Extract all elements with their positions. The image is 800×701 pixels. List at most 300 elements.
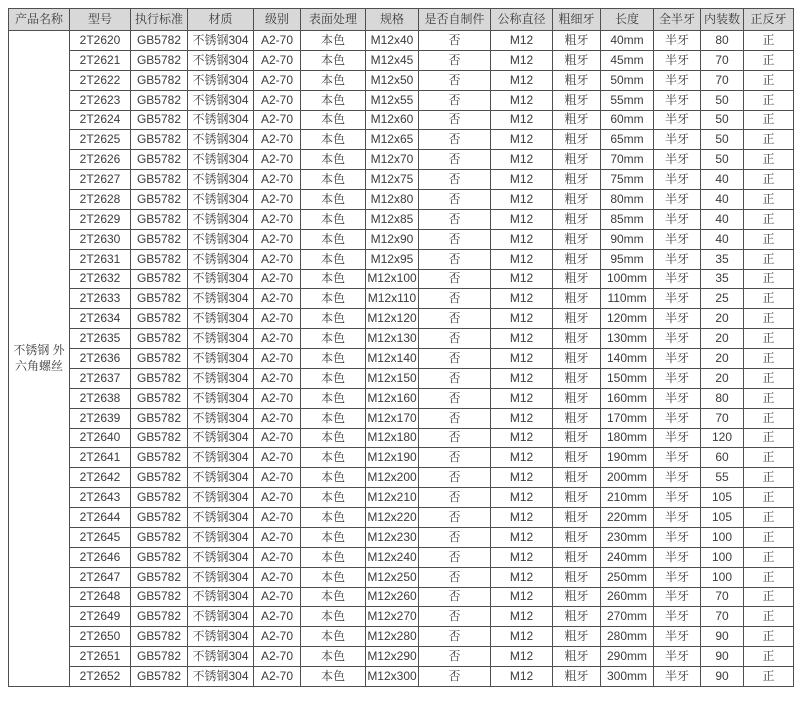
table-cell: 160mm — [601, 388, 654, 408]
table-cell: 70 — [701, 50, 744, 70]
table-cell: A2-70 — [254, 428, 301, 448]
table-cell: M12 — [491, 70, 553, 90]
table-cell: 粗牙 — [553, 70, 601, 90]
table-cell: GB5782 — [131, 567, 188, 587]
table-cell: 本色 — [301, 289, 366, 309]
table-cell: 35 — [701, 249, 744, 269]
table-cell: 正 — [744, 547, 794, 567]
table-cell: A2-70 — [254, 50, 301, 70]
table-cell: 正 — [744, 468, 794, 488]
table-cell: 90 — [701, 667, 744, 687]
table-cell: 否 — [419, 110, 491, 130]
table-cell: 半牙 — [654, 70, 701, 90]
table-cell: 本色 — [301, 329, 366, 349]
table-row — [9, 150, 794, 170]
table-cell: GB5782 — [131, 130, 188, 150]
table-cell: 正 — [744, 150, 794, 170]
table-cell: 20 — [701, 368, 744, 388]
table-cell: 粗牙 — [553, 508, 601, 528]
table-cell: 粗牙 — [553, 110, 601, 130]
table-cell: GB5782 — [131, 667, 188, 687]
table-cell: 半牙 — [654, 229, 701, 249]
table-cell: 40 — [701, 229, 744, 249]
table-cell: A2-70 — [254, 627, 301, 647]
table-cell: 不锈钢304 — [188, 408, 254, 428]
table-cell: M12x250 — [366, 567, 419, 587]
product-name-cell: 不锈钢 外六角螺丝 — [9, 31, 70, 687]
table-cell: 2T2650 — [70, 627, 131, 647]
table-cell: 否 — [419, 70, 491, 90]
table-cell: 正 — [744, 190, 794, 210]
table-cell: A2-70 — [254, 587, 301, 607]
table-cell: 否 — [419, 567, 491, 587]
table-cell: 2T2637 — [70, 368, 131, 388]
table-cell: 130mm — [601, 329, 654, 349]
column-header: 产品名称 — [9, 9, 70, 31]
table-row — [9, 627, 794, 647]
table-cell: 80 — [701, 31, 744, 51]
table-cell: 不锈钢304 — [188, 229, 254, 249]
table-cell: 否 — [419, 249, 491, 269]
table-row — [9, 209, 794, 229]
table-cell: 否 — [419, 647, 491, 667]
table-cell: M12x130 — [366, 329, 419, 349]
table-cell: 本色 — [301, 647, 366, 667]
table-cell: M12 — [491, 289, 553, 309]
table-cell: 粗牙 — [553, 269, 601, 289]
table-cell: 45mm — [601, 50, 654, 70]
table-cell: 本色 — [301, 527, 366, 547]
table-cell: 粗牙 — [553, 448, 601, 468]
table-row — [9, 567, 794, 587]
table-cell: 2T2626 — [70, 150, 131, 170]
table-cell: 270mm — [601, 607, 654, 627]
table-row — [9, 190, 794, 210]
table-cell: 本色 — [301, 170, 366, 190]
table-cell: 否 — [419, 309, 491, 329]
table-cell: 半牙 — [654, 289, 701, 309]
table-cell: 210mm — [601, 488, 654, 508]
table-cell: M12 — [491, 229, 553, 249]
table-cell: M12 — [491, 209, 553, 229]
product-spec-table — [8, 8, 794, 687]
table-cell: 2T2631 — [70, 249, 131, 269]
table-cell: 否 — [419, 368, 491, 388]
table-cell: M12x140 — [366, 349, 419, 369]
table-cell: 2T2629 — [70, 209, 131, 229]
table-cell: 粗牙 — [553, 388, 601, 408]
table-cell: 否 — [419, 627, 491, 647]
table-cell: 120mm — [601, 309, 654, 329]
column-header: 粗细牙 — [553, 9, 601, 31]
table-cell: M12 — [491, 110, 553, 130]
table-cell: A2-70 — [254, 249, 301, 269]
table-cell: M12 — [491, 130, 553, 150]
table-cell: 本色 — [301, 368, 366, 388]
table-cell: A2-70 — [254, 110, 301, 130]
table-cell: 180mm — [601, 428, 654, 448]
table-cell: 粗牙 — [553, 209, 601, 229]
column-header: 是否自制件 — [419, 9, 491, 31]
table-cell: 本色 — [301, 50, 366, 70]
table-cell: 40 — [701, 170, 744, 190]
table-cell: 半牙 — [654, 190, 701, 210]
table-cell: 半牙 — [654, 488, 701, 508]
table-cell: 不锈钢304 — [188, 70, 254, 90]
table-cell: 2T2632 — [70, 269, 131, 289]
table-row — [9, 587, 794, 607]
table-cell: 2T2627 — [70, 170, 131, 190]
table-row — [9, 647, 794, 667]
table-cell: M12x60 — [366, 110, 419, 130]
table-cell: M12 — [491, 349, 553, 369]
table-cell: 70 — [701, 70, 744, 90]
table-cell: 粗牙 — [553, 289, 601, 309]
table-cell: 半牙 — [654, 50, 701, 70]
table-cell: 不锈钢304 — [188, 31, 254, 51]
table-cell: 否 — [419, 468, 491, 488]
table-cell: 粗牙 — [553, 667, 601, 687]
table-cell: 粗牙 — [553, 50, 601, 70]
table-cell: 40mm — [601, 31, 654, 51]
table-cell: 2T2652 — [70, 667, 131, 687]
table-cell: 半牙 — [654, 647, 701, 667]
table-cell: 不锈钢304 — [188, 289, 254, 309]
table-row — [9, 229, 794, 249]
table-cell: A2-70 — [254, 209, 301, 229]
table-cell: A2-70 — [254, 229, 301, 249]
table-cell: A2-70 — [254, 329, 301, 349]
table-cell: M12 — [491, 190, 553, 210]
table-cell: GB5782 — [131, 607, 188, 627]
table-cell: M12 — [491, 647, 553, 667]
table-cell: 否 — [419, 527, 491, 547]
table-cell: M12 — [491, 587, 553, 607]
table-row — [9, 408, 794, 428]
table-cell: 本色 — [301, 130, 366, 150]
table-cell: M12x45 — [366, 50, 419, 70]
table-cell: 不锈钢304 — [188, 488, 254, 508]
table-cell: 70 — [701, 607, 744, 627]
table-cell: M12 — [491, 249, 553, 269]
table-cell: 本色 — [301, 209, 366, 229]
table-cell: 正 — [744, 309, 794, 329]
table-cell: 65mm — [601, 130, 654, 150]
table-cell: 本色 — [301, 587, 366, 607]
table-cell: A2-70 — [254, 468, 301, 488]
table-cell: M12 — [491, 667, 553, 687]
table-cell: M12x80 — [366, 190, 419, 210]
table-cell: GB5782 — [131, 289, 188, 309]
table-cell: 本色 — [301, 468, 366, 488]
table-cell: 半牙 — [654, 130, 701, 150]
table-cell: 半牙 — [654, 150, 701, 170]
table-cell: 不锈钢304 — [188, 567, 254, 587]
table-cell: 95mm — [601, 249, 654, 269]
table-cell: 230mm — [601, 527, 654, 547]
table-cell: 不锈钢304 — [188, 90, 254, 110]
table-cell: 不锈钢304 — [188, 428, 254, 448]
table-cell: 2T2639 — [70, 408, 131, 428]
table-cell: 半牙 — [654, 567, 701, 587]
table-cell: M12x160 — [366, 388, 419, 408]
table-cell: 粗牙 — [553, 607, 601, 627]
table-cell: 正 — [744, 567, 794, 587]
table-cell: 60mm — [601, 110, 654, 130]
table-cell: 不锈钢304 — [188, 547, 254, 567]
table-cell: 粗牙 — [553, 488, 601, 508]
table-cell: 半牙 — [654, 269, 701, 289]
table-cell: GB5782 — [131, 31, 188, 51]
table-cell: GB5782 — [131, 428, 188, 448]
table-cell: A2-70 — [254, 508, 301, 528]
table-cell: M12 — [491, 428, 553, 448]
table-row — [9, 508, 794, 528]
table-cell: GB5782 — [131, 508, 188, 528]
table-cell: M12 — [491, 368, 553, 388]
table-cell: 粗牙 — [553, 468, 601, 488]
column-header: 型号 — [70, 9, 131, 31]
table-cell: 不锈钢304 — [188, 50, 254, 70]
table-cell: M12 — [491, 488, 553, 508]
table-cell: 否 — [419, 547, 491, 567]
table-cell: 190mm — [601, 448, 654, 468]
table-row — [9, 349, 794, 369]
table-cell: M12 — [491, 448, 553, 468]
table-row — [9, 368, 794, 388]
table-cell: 正 — [744, 647, 794, 667]
table-cell: 2T2646 — [70, 547, 131, 567]
table-cell: 正 — [744, 50, 794, 70]
table-cell: 正 — [744, 249, 794, 269]
table-cell: 半牙 — [654, 110, 701, 130]
table-cell: M12x280 — [366, 627, 419, 647]
table-cell: A2-70 — [254, 289, 301, 309]
table-cell: 本色 — [301, 150, 366, 170]
table-cell: 否 — [419, 269, 491, 289]
table-cell: M12x300 — [366, 667, 419, 687]
table-cell: 170mm — [601, 408, 654, 428]
table-cell: A2-70 — [254, 647, 301, 667]
table-cell: 否 — [419, 150, 491, 170]
table-cell: 2T2634 — [70, 309, 131, 329]
table-cell: GB5782 — [131, 249, 188, 269]
table-cell: A2-70 — [254, 607, 301, 627]
table-cell: 120 — [701, 428, 744, 448]
table-cell: 70 — [701, 408, 744, 428]
table-cell: 本色 — [301, 90, 366, 110]
table-cell: 半牙 — [654, 388, 701, 408]
table-cell: 75mm — [601, 170, 654, 190]
table-cell: 否 — [419, 667, 491, 687]
table-cell: 2T2651 — [70, 647, 131, 667]
table-cell: 否 — [419, 289, 491, 309]
table-cell: A2-70 — [254, 130, 301, 150]
table-cell: 2T2644 — [70, 508, 131, 528]
table-cell: 本色 — [301, 408, 366, 428]
column-header: 长度 — [601, 9, 654, 31]
table-cell: 70 — [701, 587, 744, 607]
table-cell: M12x170 — [366, 408, 419, 428]
header-row — [9, 9, 794, 31]
table-cell: 半牙 — [654, 31, 701, 51]
table-cell: 本色 — [301, 627, 366, 647]
table-cell: GB5782 — [131, 488, 188, 508]
table-cell: 半牙 — [654, 547, 701, 567]
table-cell: 正 — [744, 329, 794, 349]
table-cell: 正 — [744, 508, 794, 528]
table-cell: 正 — [744, 349, 794, 369]
table-cell: 否 — [419, 607, 491, 627]
table-cell: M12 — [491, 607, 553, 627]
table-cell: 粗牙 — [553, 368, 601, 388]
table-cell: 半牙 — [654, 508, 701, 528]
table-cell: 本色 — [301, 349, 366, 369]
table-cell: M12 — [491, 468, 553, 488]
table-row — [9, 110, 794, 130]
table-cell: 正 — [744, 170, 794, 190]
table-cell: M12 — [491, 388, 553, 408]
table-cell: 粗牙 — [553, 229, 601, 249]
table-cell: 粗牙 — [553, 329, 601, 349]
table-row — [9, 547, 794, 567]
table-cell: 否 — [419, 349, 491, 369]
table-cell: 不锈钢304 — [188, 508, 254, 528]
table-cell: 正 — [744, 70, 794, 90]
table-cell: GB5782 — [131, 329, 188, 349]
table-cell: 否 — [419, 508, 491, 528]
table-cell: GB5782 — [131, 647, 188, 667]
table-cell: 正 — [744, 667, 794, 687]
table-cell: 正 — [744, 368, 794, 388]
table-cell: A2-70 — [254, 408, 301, 428]
table-cell: M12x260 — [366, 587, 419, 607]
table-cell: A2-70 — [254, 667, 301, 687]
table-cell: A2-70 — [254, 448, 301, 468]
table-cell: 2T2636 — [70, 349, 131, 369]
table-row — [9, 31, 794, 51]
table-cell: 粗牙 — [553, 349, 601, 369]
table-row — [9, 70, 794, 90]
table-cell: 正 — [744, 31, 794, 51]
table-cell: M12x90 — [366, 229, 419, 249]
table-row — [9, 249, 794, 269]
table-row — [9, 50, 794, 70]
table-cell: 否 — [419, 209, 491, 229]
table-cell: 粗牙 — [553, 130, 601, 150]
table-cell: 半牙 — [654, 627, 701, 647]
column-header: 公称直径 — [491, 9, 553, 31]
table-cell: M12x230 — [366, 527, 419, 547]
table-cell: 不锈钢304 — [188, 190, 254, 210]
table-cell: A2-70 — [254, 170, 301, 190]
table-cell: M12 — [491, 31, 553, 51]
table-cell: 不锈钢304 — [188, 647, 254, 667]
table-cell: 半牙 — [654, 170, 701, 190]
table-row — [9, 428, 794, 448]
table-cell: A2-70 — [254, 547, 301, 567]
table-cell: M12x290 — [366, 647, 419, 667]
table-cell: A2-70 — [254, 31, 301, 51]
table-cell: 本色 — [301, 269, 366, 289]
table-cell: GB5782 — [131, 170, 188, 190]
table-cell: A2-70 — [254, 309, 301, 329]
table-cell: 本色 — [301, 70, 366, 90]
table-cell: 否 — [419, 170, 491, 190]
table-cell: A2-70 — [254, 368, 301, 388]
table-cell: 否 — [419, 408, 491, 428]
table-cell: 否 — [419, 329, 491, 349]
table-cell: GB5782 — [131, 468, 188, 488]
table-cell: 不锈钢304 — [188, 249, 254, 269]
table-cell: GB5782 — [131, 229, 188, 249]
table-cell: M12x220 — [366, 508, 419, 528]
table-cell: 本色 — [301, 31, 366, 51]
table-row — [9, 527, 794, 547]
table-cell: M12x40 — [366, 31, 419, 51]
table-cell: 否 — [419, 488, 491, 508]
table-cell: M12x95 — [366, 249, 419, 269]
table-cell: 不锈钢304 — [188, 309, 254, 329]
table-row — [9, 309, 794, 329]
table-cell: 260mm — [601, 587, 654, 607]
table-cell: 100 — [701, 547, 744, 567]
table-cell: 不锈钢304 — [188, 209, 254, 229]
table-cell: GB5782 — [131, 448, 188, 468]
table-cell: M12 — [491, 90, 553, 110]
table-cell: A2-70 — [254, 190, 301, 210]
table-cell: 半牙 — [654, 587, 701, 607]
spreadsheet-area — [8, 8, 794, 687]
table-cell: 不锈钢304 — [188, 627, 254, 647]
table-cell: 140mm — [601, 349, 654, 369]
table-cell: 粗牙 — [553, 31, 601, 51]
table-cell: M12x85 — [366, 209, 419, 229]
table-cell: 半牙 — [654, 349, 701, 369]
table-cell: 正 — [744, 428, 794, 448]
table-cell: A2-70 — [254, 388, 301, 408]
table-cell: 本色 — [301, 249, 366, 269]
table-cell: 正 — [744, 388, 794, 408]
table-cell: 本色 — [301, 229, 366, 249]
table-cell: A2-70 — [254, 269, 301, 289]
table-cell: GB5782 — [131, 587, 188, 607]
table-cell: 本色 — [301, 508, 366, 528]
table-row — [9, 329, 794, 349]
table-cell: M12 — [491, 547, 553, 567]
table-cell: 35 — [701, 269, 744, 289]
table-cell: 不锈钢304 — [188, 150, 254, 170]
table-cell: 2T2622 — [70, 70, 131, 90]
table-cell: GB5782 — [131, 368, 188, 388]
table-cell: 100mm — [601, 269, 654, 289]
table-cell: 否 — [419, 130, 491, 150]
table-cell: GB5782 — [131, 627, 188, 647]
table-cell: 正 — [744, 488, 794, 508]
table-cell: GB5782 — [131, 349, 188, 369]
table-cell: 本色 — [301, 488, 366, 508]
table-cell: 100 — [701, 527, 744, 547]
table-row — [9, 269, 794, 289]
table-cell: A2-70 — [254, 488, 301, 508]
table-row — [9, 130, 794, 150]
table-cell: 正 — [744, 408, 794, 428]
column-header: 执行标准 — [131, 9, 188, 31]
table-cell: 40 — [701, 209, 744, 229]
table-cell: 半牙 — [654, 249, 701, 269]
table-cell: 20 — [701, 309, 744, 329]
table-cell: M12x50 — [366, 70, 419, 90]
